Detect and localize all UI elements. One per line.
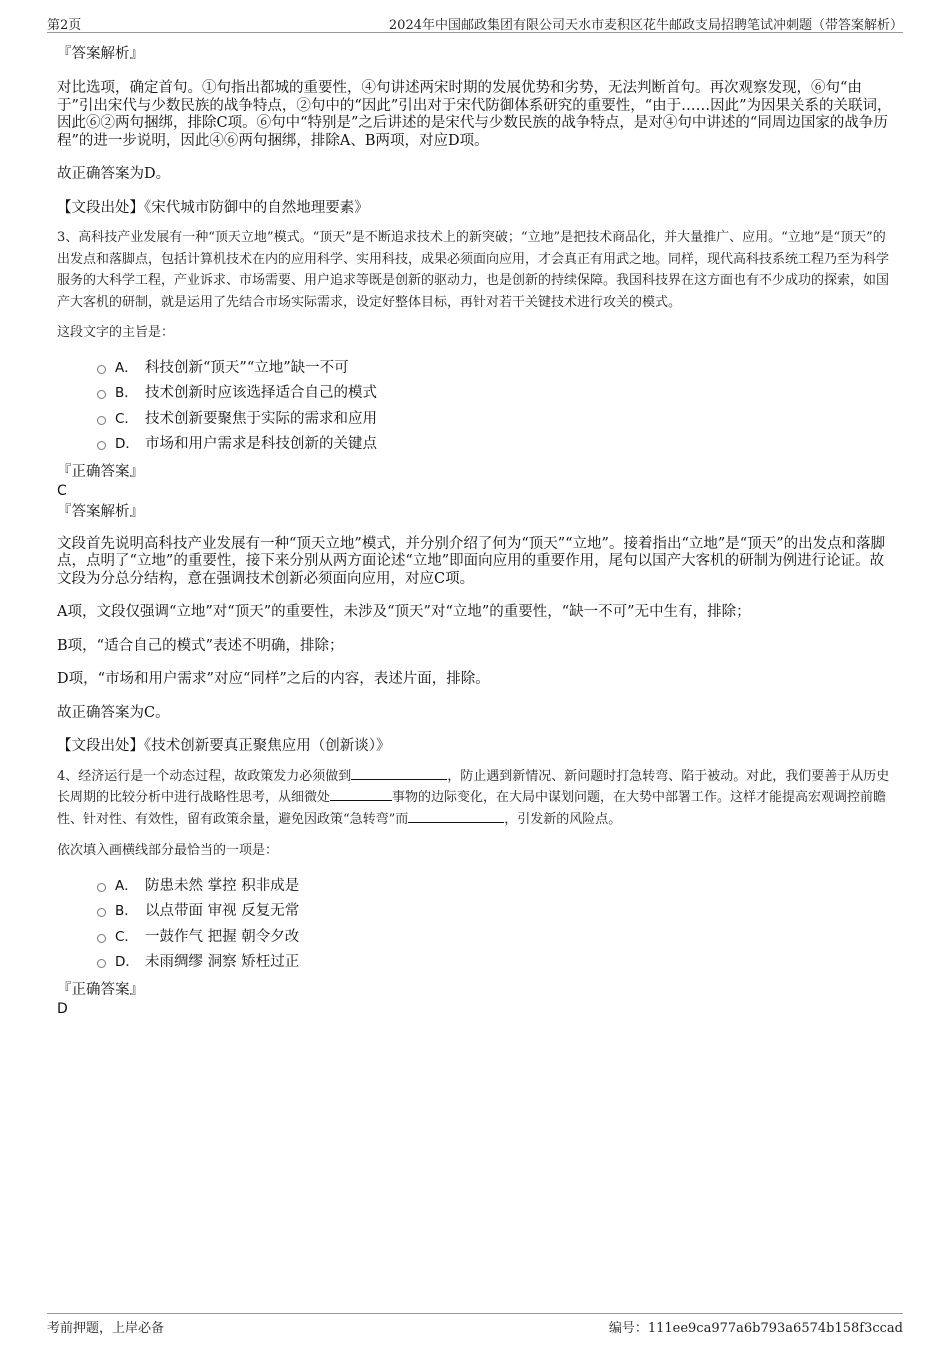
radio-icon[interactable] [97, 934, 106, 943]
option-list [57, 874, 897, 976]
fill-blank[interactable] [330, 787, 392, 801]
source-citation: 【文段出处】《技术创新要真正聚焦应用（创新谈）》 [57, 738, 391, 754]
option-b[interactable]: B． 技术创新时应该选择适合自己的模式 [57, 381, 897, 407]
option-list [57, 356, 897, 458]
document-id: 编号：111ee9ca977a6b793a6574b158f3ccad [608, 1321, 903, 1336]
page-number: 第2页 [47, 18, 82, 33]
document-body [57, 44, 897, 1018]
option-a[interactable]: A． 科技创新“顶天”“立地”缺一不可 [57, 356, 897, 382]
analysis-option-b: B项，“适合自己的模式”表述不明确，排除； [57, 637, 344, 654]
answer-heading: 『正确答案』 [57, 463, 144, 480]
fill-blank[interactable] [408, 809, 504, 823]
question-prompt: 这段文字的主旨是： [57, 325, 175, 340]
radio-icon[interactable] [97, 908, 106, 917]
question-stem: 4、经济运行是一个动态过程，故政策发力必须做到 ，防止遇到新情况、新问题时打急转弯、陷于被动。对此，我们要善于从历史长周期的比较分析中进行战略性思考，从细微处 事物的边际变化，在大局中谋划问题，在大势中部署工作。这样才能提高宏观调控前瞻性、针对性、有效性，留有政策余量，避免因政策“急转弯”而 ，引发新的风险点。 [57, 766, 897, 831]
option-c[interactable]: C． 技术创新要聚焦于实际的需求和应用 [57, 407, 897, 433]
option-d[interactable]: D． 市场和用户需求是科技创新的关键点 [57, 432, 897, 458]
answer-heading: 『正确答案』 [57, 981, 144, 998]
analysis-heading: 『答案解析』 [57, 46, 144, 62]
radio-icon[interactable] [97, 883, 106, 892]
fill-blank[interactable] [351, 766, 447, 780]
analysis-conclusion: 故正确答案为C。 [57, 704, 170, 721]
analysis-heading: 『答案解析』 [57, 503, 144, 520]
document-title: 2024年中国邮政集团有限公司天水市麦积区花牛邮政支局招聘笔试冲刺题（带答案解析） [388, 18, 903, 33]
page-footer [47, 1313, 903, 1334]
correct-answer: D [57, 1000, 68, 1017]
option-b[interactable]: B． 以点带面 审视 反复无常 [57, 899, 897, 925]
analysis-option-d: D项，“市场和用户需求”对应“同样”之后的内容，表述片面，排除。 [57, 671, 490, 687]
radio-icon[interactable] [97, 390, 106, 399]
analysis-conclusion: 故正确答案为D。 [57, 166, 171, 182]
question-stem: 3、高科技产业发展有一种“顶天立地”模式。“顶天”是不断追求技术上的新突破；“立地”是把技术商品化，并大量推广、应用。“立地”是“顶天”的出发点和落脚点，包括计算机技术在内的应用科学、实用科技，成果必须面向应用，才会真正有用武之地。同样，现代高科技系统工程乃至为科学服务的大科学工程，产业诉求、市场需要、用户追求等既是创新的驱动力，也是创新的持续保障。我国科技界在这方面也有不少成功的探索，如国产大客机的研制，就是运用了先结合市场实际需求，设定好整体目标，再针对若干关键技术进行攻关的模式。 [57, 230, 890, 310]
page-header [47, 12, 903, 33]
radio-icon[interactable] [97, 441, 106, 450]
analysis-option-a: A项，文段仅强调“立地”对“顶天”的重要性，未涉及“顶天”对“立地”的重要性，“缺一不可”无中生有，排除； [57, 604, 751, 620]
source-citation: 【文段出处】《宋代城市防御中的自然地理要素》 [57, 199, 369, 216]
correct-answer: C [57, 482, 67, 499]
analysis-paragraph: 对比选项，确定首句。①句指出都城的重要性，④句讲述两宋时期的发展优势和劣势，无法判断首句。再次观察发现，⑥句“由于”引出宋代与少数民族的战争特点，②句中的“因此”引出对于宋代防御体系研究的重要性，“由于……因此”为因果关系的关联词，因此⑥②两句捆绑，排除C项。⑥句中“特别是”之后讲述的是宋代与少数民族的战争特点，是对④句中讲述的“同周边国家的战争历程”的进一步说明，因此④⑥两句捆绑，排除A、B两项，对应D项。 [57, 80, 892, 149]
radio-icon[interactable] [97, 416, 106, 425]
option-a[interactable]: A． 防患未然 掌控 积非成是 [57, 874, 897, 900]
radio-icon[interactable] [97, 365, 106, 374]
radio-icon[interactable] [97, 959, 106, 968]
option-c[interactable]: C． 一鼓作气 把握 朝令夕改 [57, 925, 897, 951]
option-d[interactable]: D． 未雨绸缪 洞察 矫枉过正 [57, 950, 897, 976]
question-prompt: 依次填入画横线部分最恰当的一项是： [57, 843, 279, 858]
analysis-paragraph: 文段首先说明高科技产业发展有一种“顶天立地”模式，并分别介绍了何为“顶天”“立地”。接着指出“立地”是“顶天”的出发点和落脚点，点明了“立地”的重要性，接下来分别从两方面论述“立地”即面向应用的重要作用，尾句以国产大客机的研制为例进行论证。故文段为分总分结构，意在强调技术创新必须面向应用，对应C项。 [57, 535, 886, 587]
footer-slogan: 考前押题，上岸必备 [47, 1321, 165, 1336]
